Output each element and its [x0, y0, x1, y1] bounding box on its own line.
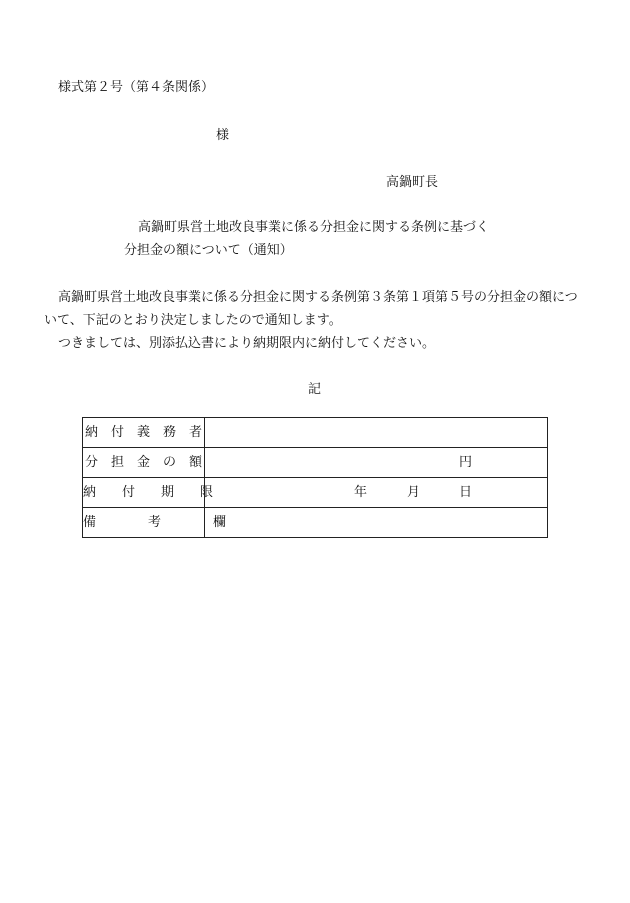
document-title-line-2: 分担金の額について（通知）: [124, 243, 293, 258]
label-due-date: 納 付 期 限: [83, 478, 205, 508]
value-obligor: [205, 418, 548, 448]
record-table: [82, 417, 548, 538]
body-paragraph-2: つきましては、別添払込書により納期限内に納付してください。: [58, 336, 436, 351]
addressee-suffix: 様: [216, 128, 230, 143]
value-due-date: [205, 478, 548, 508]
value-remarks: [205, 508, 548, 538]
year-unit: 年: [354, 485, 368, 500]
table-row-remarks: [83, 508, 548, 538]
yen-unit: 円: [459, 455, 473, 470]
table-row-due-date: [83, 478, 548, 508]
issuer-name: 高鍋町長: [386, 175, 439, 190]
ki-heading: 記: [308, 382, 322, 397]
day-unit: 日: [459, 485, 473, 500]
table-row-obligor: [83, 418, 548, 448]
month-unit: 月: [407, 485, 421, 500]
value-amount: [205, 448, 548, 478]
document-title-line-1: 高鍋町県営土地改良事業に係る分担金に関する条例に基づく: [138, 220, 490, 235]
label-remarks: 備 考 欄: [83, 508, 205, 538]
label-amount: 分 担 金 の 額: [83, 448, 205, 478]
body-paragraph-1-line-1: 高鍋町県営土地改良事業に係る分担金に関する条例第３条第１項第５号の分担金の額につ: [58, 290, 578, 305]
label-obligor: 納 付 義 務 者: [83, 418, 205, 448]
body-paragraph-1-line-2: いて、下記のとおり決定しましたので通知します。: [44, 313, 342, 328]
form-number: 様式第２号（第４条関係）: [58, 80, 215, 95]
table-row-amount: [83, 448, 548, 478]
